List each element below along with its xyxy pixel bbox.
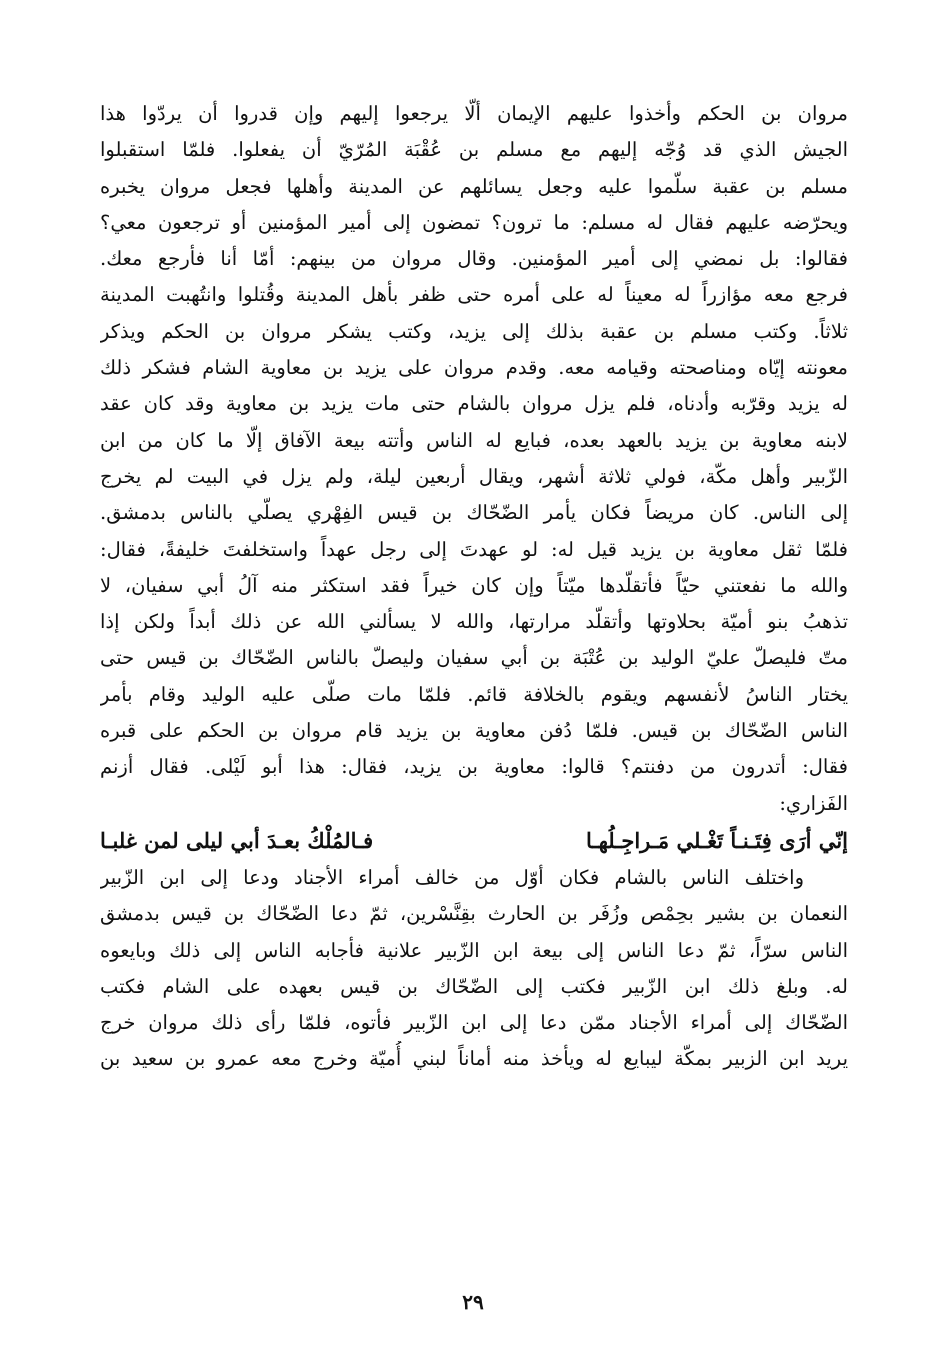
text-line: متّ فليصلّ عليّ الوليد بن عُتْبَة بن أبي سفيان وليصلّ بالناس الضّحّاك بن قيس حتى <box>100 646 848 670</box>
verse-first-hemistich: إنّي أرَى فِتَـنـاً تَغْـلي مَـراجِـلُهـا <box>586 827 848 853</box>
text-line: ثلاثاً. وكتب مسلم بن عقبة بذلك إلى يزيد، وكتب يشكر مروان بن الحكم ويذكر <box>100 319 848 343</box>
text-line: لابنه معاوية بن يزيد بالعهد بعده، فبايع له الناس وأتته بيعة الآفاق إلّا ما كان من ابن <box>100 428 848 452</box>
text-line: الفَزاري: <box>779 791 848 815</box>
text-line: يريد ابن الزبير بمكّة ليبايع له ويأخذ منه أماناً لبني أُميّة وخرج معه عمرو بن سعيد بن <box>100 1047 848 1071</box>
text-line: الناس الضّحّاك بن قيس. فلمّا دُفن معاوية بن يزيد قام مروان بن الحكم على قبره <box>100 719 848 743</box>
paragraph-1 <box>100 96 848 822</box>
text-line: ويحرّضه عليهم فقال له مسلم: ما ترون؟ تمضون إلى أمير المؤمنين أو ترجعون معي؟ <box>100 210 848 234</box>
text-line: فرجع معه مؤازراً له معيناً له على أمره حتى ظفر بأهل المدينة وقُتلوا وانتُهبت المدينة <box>100 283 848 307</box>
page-body <box>100 96 848 1336</box>
text-line: واختلف الناس بالشام فكان أوّل من خالف أمراء الأجناد ودعا إلى ابن الزّبير <box>100 865 804 889</box>
text-line: مروان بن الحكم وأخذوا عليهم الإيمان ألّا يرجعوا إليهم وإن قدروا أن يردّوا هذا <box>100 102 848 125</box>
text-line: فلمّا ثقل معاوية بن يزيد قيل له: لو عهدتَ إلى رجل عهداً واستخلفتَ خليفةً، فقال: <box>100 537 848 561</box>
page-number: ٢٩ <box>462 1290 484 1314</box>
verse-second-hemistich: فـالمُلْكُ بعـدَ أبي ليلى لمن غلبـا <box>100 827 374 853</box>
text-line: الضّحّاك إلى أمراء الأجناد ممّن دعا إلى ابن الزّبير فأتوه، فلمّا رأى ذلك مروان خرج <box>100 1011 848 1035</box>
text-line: النعمان بن بشير بحِمْص وزُفَر بن الحارث بقِنَّسْرين، ثمّ دعا الضّحّاك بن قيس بدمشق <box>100 902 848 926</box>
text-line: تذهبُ بنو أميّة بحلاوتها وأتقلّد مرارتها، والله لا يسألني الله عن ذلك أبداً ولكن إذا <box>100 610 848 634</box>
text-line: والله ما نفعتني حيّاً فأتقلّدها ميّتاً وإن كان خيراً فقد استكثر منه آلُ أبي سفيان، لا <box>100 573 848 597</box>
paragraph-2 <box>100 860 848 1078</box>
text-line: له يزيد وقرّبه وأدناه، فلم يزل مروان بالشام حتى مات يزيد بن معاوية وقد كان عقد <box>100 392 848 416</box>
text-line: مسلم بن عقبة سلّموا عليه وجعل يسائلهم عن المدينة وأهلها فجعل مروان يخبره <box>100 174 848 198</box>
text-line: يختار الناسُ لأنفسهم ويقوم بالخلافة قائم. فلمّا مات صلّى عليه الوليد وقام بأمر <box>100 682 848 706</box>
text-line: الناس سرّاً، ثمّ دعا الناس إلى بيعة ابن الزّبير علانية فأجابه الناس إلى ذلك وبايعوه <box>100 938 848 962</box>
text-line: فقالوا: بل نمضي إلى أمير المؤمنين. وقال مروان من بينهم: أمّا أنا فأرجع معك. <box>100 247 848 271</box>
text-line: إلى الناس. كان مريضاً فكان يأمر الضّحّاك بن قيس الفِهْري يصلّي بالناس بدمشق. <box>100 501 848 525</box>
text-line: فقال: أتدرون من دفنتم؟ قالوا: معاوية بن يزيد، فقال: هذا أبو لَيْلى. فقال أزنم <box>100 755 848 779</box>
text-line: له. وبلغ ذلك ابن الزّبير فكتب إلى الضّحّاك بن قيس بعهده على الشام فكتب <box>100 974 848 998</box>
text-line: الزّبير وأهل مكّة، فولي ثلاثة أشهر، ويقال أربعين ليلة، ولم يزل في البيت لم يخرج <box>100 464 848 488</box>
poetry-verse <box>100 822 848 860</box>
text-line: معونته إيّاه ومناصحته وقيامه معه. وقدم مروان على يزيد بن معاوية الشام فشكر ذلك <box>100 356 848 380</box>
text-line: الجيش الذي قد وُجّه إليهم مع مسلم بن عُقْبَة المُرّيّ أن يفعلوا. فلمّا استقبلوا <box>100 138 848 162</box>
